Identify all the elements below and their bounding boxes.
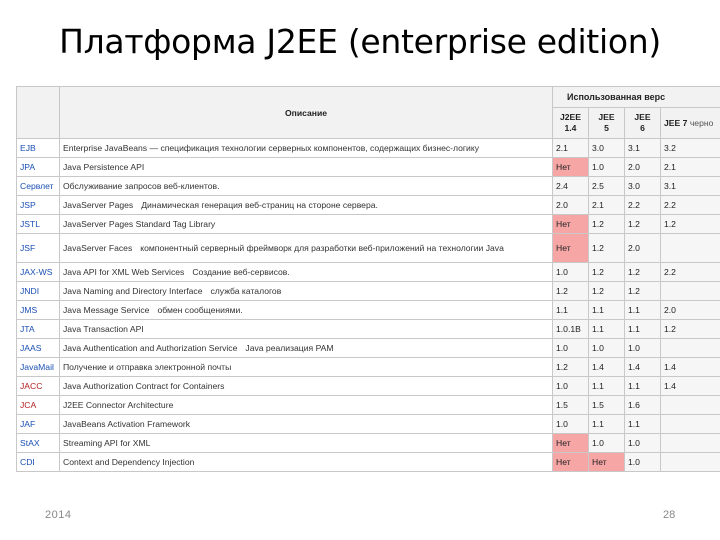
api-link[interactable]: JavaMail [17,358,60,377]
description-text: Context and Dependency Injection [63,457,195,467]
version-j2ee-1-4-cell: 1.0 [553,339,589,358]
version-j2ee-1-4-cell: Нет [553,215,589,234]
version-header-jee-7: JEE 7 черно [661,108,720,139]
version-j2ee-1-4-cell: 2.1 [553,139,589,158]
version-j2ee-1-4-cell: 1.2 [553,282,589,301]
version-j2ee-1-4-cell: Нет [553,453,589,472]
table-row [17,301,720,320]
version-jee-5-cell: 1.2 [589,263,625,282]
description-text: Java Transaction API [63,324,144,334]
version-jee-6-cell: 1.2 [625,263,661,282]
description-russian-text: обмен сообщениями. [157,305,243,315]
version-jee-6-cell: 1.1 [625,415,661,434]
table-row [17,215,720,234]
version-j2ee-1-4-cell: Нет [553,234,589,263]
version-jee-6-cell: 3.0 [625,177,661,196]
api-link[interactable]: JSTL [17,215,60,234]
description-header: Описание [60,87,553,139]
api-link[interactable]: JAAS [17,339,60,358]
description-text: Java Authorization Contract for Containers [63,381,225,391]
version-jee-5-cell: 1.2 [589,282,625,301]
description-russian-text: компонентный серверный фреймворк для разработки веб-приложений на технологии Java [140,242,504,253]
version-jee-7-cell: 2.2 [661,263,720,282]
description-cell [60,320,553,339]
table-row [17,177,720,196]
version-j2ee-1-4-cell: 1.2 [553,358,589,377]
version-jee-7-cell: 2.1 [661,158,720,177]
api-link[interactable]: EJB [17,139,60,158]
description-cell [60,301,553,320]
version-j2ee-1-4-cell: 1.0 [553,377,589,396]
version-j2ee-1-4-cell: 2.0 [553,196,589,215]
version-jee-7-cell: 1.4 [661,377,720,396]
version-header-jee-6: JEE 6 [625,108,661,139]
description-cell [60,263,553,282]
version-jee-5-cell: 1.1 [589,377,625,396]
version-jee-6-cell: 1.1 [625,320,661,339]
version-jee-7-cell [661,339,720,358]
description-russian-text: Динамическая генерация веб-страниц на стороне сервера. [141,200,378,210]
version-jee-6-cell: 1.2 [625,215,661,234]
description-text: Enterprise JavaBeans — спецификация технологии серверных компонентов, содержащих бизнес-логику [63,143,479,153]
version-jee-5-cell: 1.0 [589,339,625,358]
description-text: Java Persistence API [63,162,145,172]
version-jee-6-cell: 1.2 [625,282,661,301]
description-text: Streaming API for XML [63,438,151,448]
api-link[interactable]: JAF [17,415,60,434]
version-jee-6-cell: 1.4 [625,358,661,377]
version-jee-5-cell: 3.0 [589,139,625,158]
description-cell [60,377,553,396]
version-jee-5-cell: 1.0 [589,158,625,177]
page-number: 28 [663,509,676,521]
table-row [17,415,720,434]
table-row [17,339,720,358]
description-cell [60,396,553,415]
api-link[interactable]: CDI [17,453,60,472]
version-jee-5-cell: 1.2 [589,215,625,234]
version-jee-5-cell: 1.4 [589,358,625,377]
version-header-j2ee-1-4: J2EE 1.4 [553,108,589,139]
api-link[interactable]: JAX-WS [17,263,60,282]
description-text: Java API for XML Web Services [63,267,185,277]
api-link[interactable]: JCA [17,396,60,415]
version-jee-7-cell [661,415,720,434]
version-j2ee-1-4-cell: 2.4 [553,177,589,196]
version-jee-6-cell: 1.0 [625,339,661,358]
version-j2ee-1-4-cell: 1.0 [553,263,589,282]
version-jee-6-cell: 1.0 [625,434,661,453]
table-row [17,282,720,301]
description-cell [60,177,553,196]
table-row [17,434,720,453]
version-jee-5-cell: 1.0 [589,434,625,453]
table-row [17,139,720,158]
api-link[interactable]: JTA [17,320,60,339]
table-row [17,263,720,282]
description-text: Java Naming and Directory Interface [63,286,203,296]
version-jee-7-cell: 1.4 [661,358,720,377]
version-j2ee-1-4-cell: 1.0.1B [553,320,589,339]
version-jee-7-cell: 1.2 [661,320,720,339]
footer-year: 2014 [45,509,72,521]
version-jee-7-cell [661,396,720,415]
description-text: Java Authentication and Authorization Service [63,343,238,353]
version-jee-7-cell: 3.2 [661,139,720,158]
version-jee-5-cell: Нет [589,453,625,472]
description-cell [60,196,553,215]
description-cell [60,282,553,301]
api-link[interactable]: Сервлет [17,177,60,196]
table-header-row [17,87,720,108]
api-link[interactable]: JSP [17,196,60,215]
description-cell [60,139,553,158]
description-russian-text: Java реализация PAM [245,343,334,353]
used-version-header: Использованная верс [553,87,720,108]
version-jee-6-cell: 2.0 [625,234,661,263]
version-jee-6-cell: 3.1 [625,139,661,158]
table-row [17,320,720,339]
description-text: J2EE Connector Architecture [63,400,174,410]
slide-title: Платформа J2EE (enterprise edition) [59,22,661,61]
description-cell [60,453,553,472]
description-cell [60,358,553,377]
api-link[interactable]: JACC [17,377,60,396]
version-j2ee-1-4-cell: Нет [553,158,589,177]
version-jee-5-cell: 1.1 [589,415,625,434]
version-jee-7-cell: 2.0 [661,301,720,320]
table-row [17,358,720,377]
table-row [17,453,720,472]
api-header-cell [17,87,60,139]
version-jee-6-cell: 1.1 [625,377,661,396]
version-jee-7-cell [661,453,720,472]
version-header-jee-5: JEE 5 [589,108,625,139]
version-jee-6-cell: 2.2 [625,196,661,215]
version-jee-6-cell: 2.0 [625,158,661,177]
description-cell [60,339,553,358]
version-j2ee-1-4-cell: 1.0 [553,415,589,434]
version-jee-5-cell: 1.5 [589,396,625,415]
api-versions-table-container [16,86,720,480]
description-text: Получение и отправка электронной почты [63,362,232,372]
version-j2ee-1-4-cell: Нет [553,434,589,453]
version-jee-6-cell: 1.0 [625,453,661,472]
version-jee-7-cell [661,234,720,263]
description-cell [60,215,553,234]
table-body [17,139,720,472]
version-jee-7-cell: 2.2 [661,196,720,215]
description-cell [60,158,553,177]
description-text: Java Message Service [63,305,150,315]
version-jee-6-cell: 1.6 [625,396,661,415]
description-cell [60,415,553,434]
table-row [17,396,720,415]
version-jee-5-cell: 1.2 [589,234,625,263]
api-link[interactable]: JPA [17,158,60,177]
api-link[interactable]: JMS [17,301,60,320]
version-jee-5-cell: 1.1 [589,320,625,339]
table-row [17,158,720,177]
version-j2ee-1-4-cell: 1.1 [553,301,589,320]
table-row [17,377,720,396]
version-j2ee-1-4-cell: 1.5 [553,396,589,415]
api-link[interactable]: JNDI [17,282,60,301]
table-row [17,196,720,215]
version-jee-5-cell: 1.1 [589,301,625,320]
description-text: JavaBeans Activation Framework [63,419,191,429]
version-jee-7-cell: 1.2 [661,215,720,234]
version-jee-5-cell: 2.5 [589,177,625,196]
version-jee-6-cell: 1.1 [625,301,661,320]
version-jee-7-cell: 3.1 [661,177,720,196]
description-text: JavaServer Pages [63,200,134,210]
description-cell [60,434,553,453]
description-text: JavaServer Faces [63,242,133,253]
version-jee-7-cell [661,282,720,301]
description-text: Обслуживание запросов веб-клиентов. [63,181,220,191]
version-jee-5-cell: 2.1 [589,196,625,215]
api-link[interactable]: StAX [17,434,60,453]
version-jee-7-cell [661,434,720,453]
description-russian-text: Создание веб-сервисов. [192,267,290,277]
description-cell [60,234,553,263]
description-russian-text: служба каталогов [210,286,282,296]
api-link[interactable]: JSF [17,234,60,263]
table-row [17,234,720,263]
api-versions-table [16,86,720,472]
description-text: JavaServer Pages Standard Tag Library [63,219,216,229]
